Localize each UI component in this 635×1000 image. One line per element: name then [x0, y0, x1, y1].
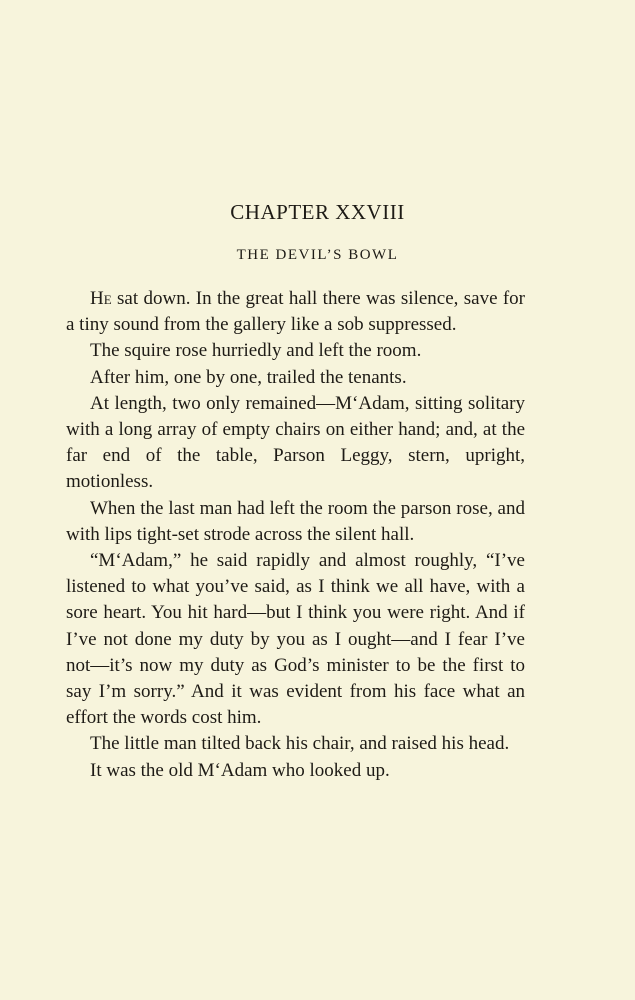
body-text	[66, 286, 525, 784]
chapter-title: CHAPTER XXVIII	[230, 200, 405, 224]
paragraph: The squire rose hurriedly and left the room.	[90, 340, 422, 362]
paragraph: At length, two only remained—M‘Adam, sitting solitary with a long array of empty chairs on either hand; and, at the far end of the table, Parson Leggy, stern, upright, motionless.	[66, 392, 525, 493]
paragraph: The little man tilted back his chair, and raised his head.	[90, 733, 510, 755]
paragraph: It was the old M‘Adam who looked up.	[90, 759, 390, 781]
paragraph: When the last man had left the room the parson rose, and with lips tight-set strode across the silent hall.	[66, 497, 525, 545]
chapter-subtitle: THE DEVIL’S BOWL	[236, 247, 399, 263]
paragraph-lead-word: He	[90, 288, 112, 309]
paragraph-text: sat down. In the great hall there was silence, save for a tiny sound from the gallery like a sob suppressed.	[66, 288, 525, 336]
paragraph	[66, 286, 525, 338]
paragraph: After him, one by one, trailed the tenants.	[90, 366, 407, 388]
paragraph: “M‘Adam,” he said rapidly and almost roughly, “I’ve listened to what you’ve said, as I think we all have, with a sore heart. You hit hard—but I think you were right. And if I’ve not done my duty by you as I ought—and I fear I’ve not—it’s now my duty as God’s minister to be the first to say I’m sorry.” And it was evident from his face what an effort the words cost him.	[66, 550, 525, 729]
